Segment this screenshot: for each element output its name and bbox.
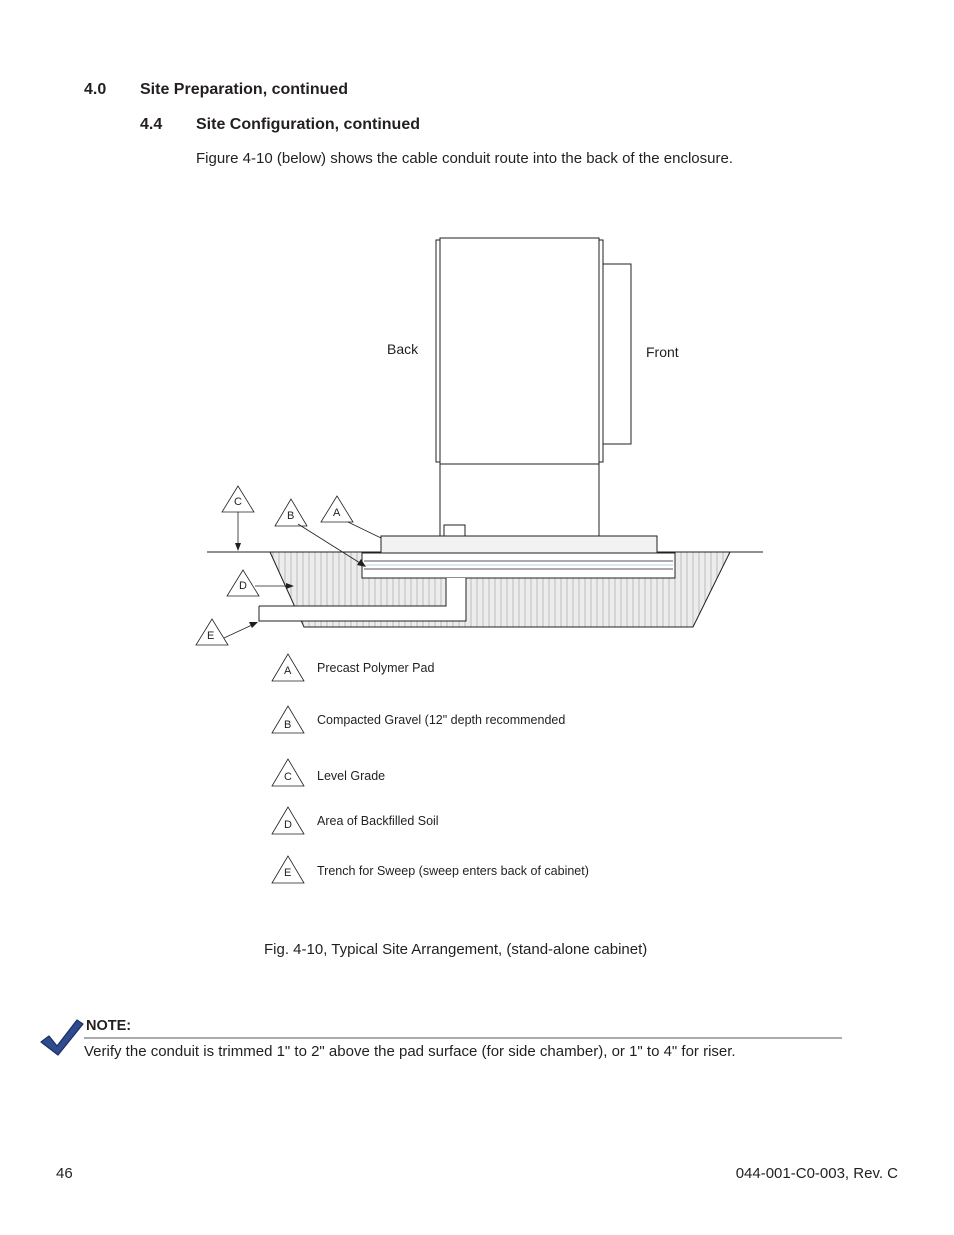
callout-a-letter: A: [333, 507, 341, 519]
legend-text-e: Trench for Sweep (sweep enters back of cabinet): [317, 864, 589, 878]
callout-d-letter: D: [239, 580, 247, 592]
legend-triangles: [272, 654, 304, 883]
legend-text-a: Precast Polymer Pad: [317, 661, 435, 675]
section-title: Site Preparation, continued: [140, 81, 349, 98]
legend-text-c: Level Grade: [317, 769, 386, 783]
note-text: Verify the conduit is trimmed 1" to 2" above the pad surface (for side chamber), or 1" to 4" for riser.: [84, 1043, 736, 1060]
callout-b-letter: B: [287, 510, 295, 522]
note-title: NOTE:: [86, 1018, 132, 1034]
legend-text-b: Compacted Gravel (12" depth recommended: [317, 713, 566, 727]
precast-pad: [381, 536, 657, 553]
conduit-stub: [444, 525, 465, 536]
callout-e-letter: E: [207, 630, 215, 642]
subsection-number: 4.4: [140, 116, 163, 133]
callout-e: [196, 619, 258, 645]
page-number: 46: [56, 1165, 73, 1182]
checkmark-icon: [41, 1020, 83, 1055]
document-id: 044-001-C0-003, Rev. C: [735, 1165, 898, 1182]
callout-a: [321, 496, 381, 538]
legend-letter-a: A: [284, 665, 292, 677]
figure-caption: Fig. 4-10, Typical Site Arrangement, (stand-alone cabinet): [264, 941, 648, 958]
front-label: Front: [646, 344, 679, 360]
callout-c-letter: C: [234, 496, 242, 508]
cabinet-front-door: [603, 264, 631, 444]
subsection-title: Site Configuration, continued: [196, 116, 420, 133]
legend-text-d: Area of Backfilled Soil: [317, 814, 439, 828]
legend-letter-d: D: [284, 819, 292, 831]
legend-letter-b: B: [284, 719, 292, 731]
legend-letter-e: E: [284, 867, 292, 879]
intro-paragraph: Figure 4-10 (below) shows the cable conduit route into the back of the enclosure.: [196, 150, 733, 167]
cabinet-enclosure: [436, 238, 631, 536]
back-label: Back: [387, 341, 419, 357]
section-number: 4.0: [84, 81, 107, 98]
legend-letter-c: C: [284, 771, 292, 783]
gravel-layer: [362, 553, 675, 578]
